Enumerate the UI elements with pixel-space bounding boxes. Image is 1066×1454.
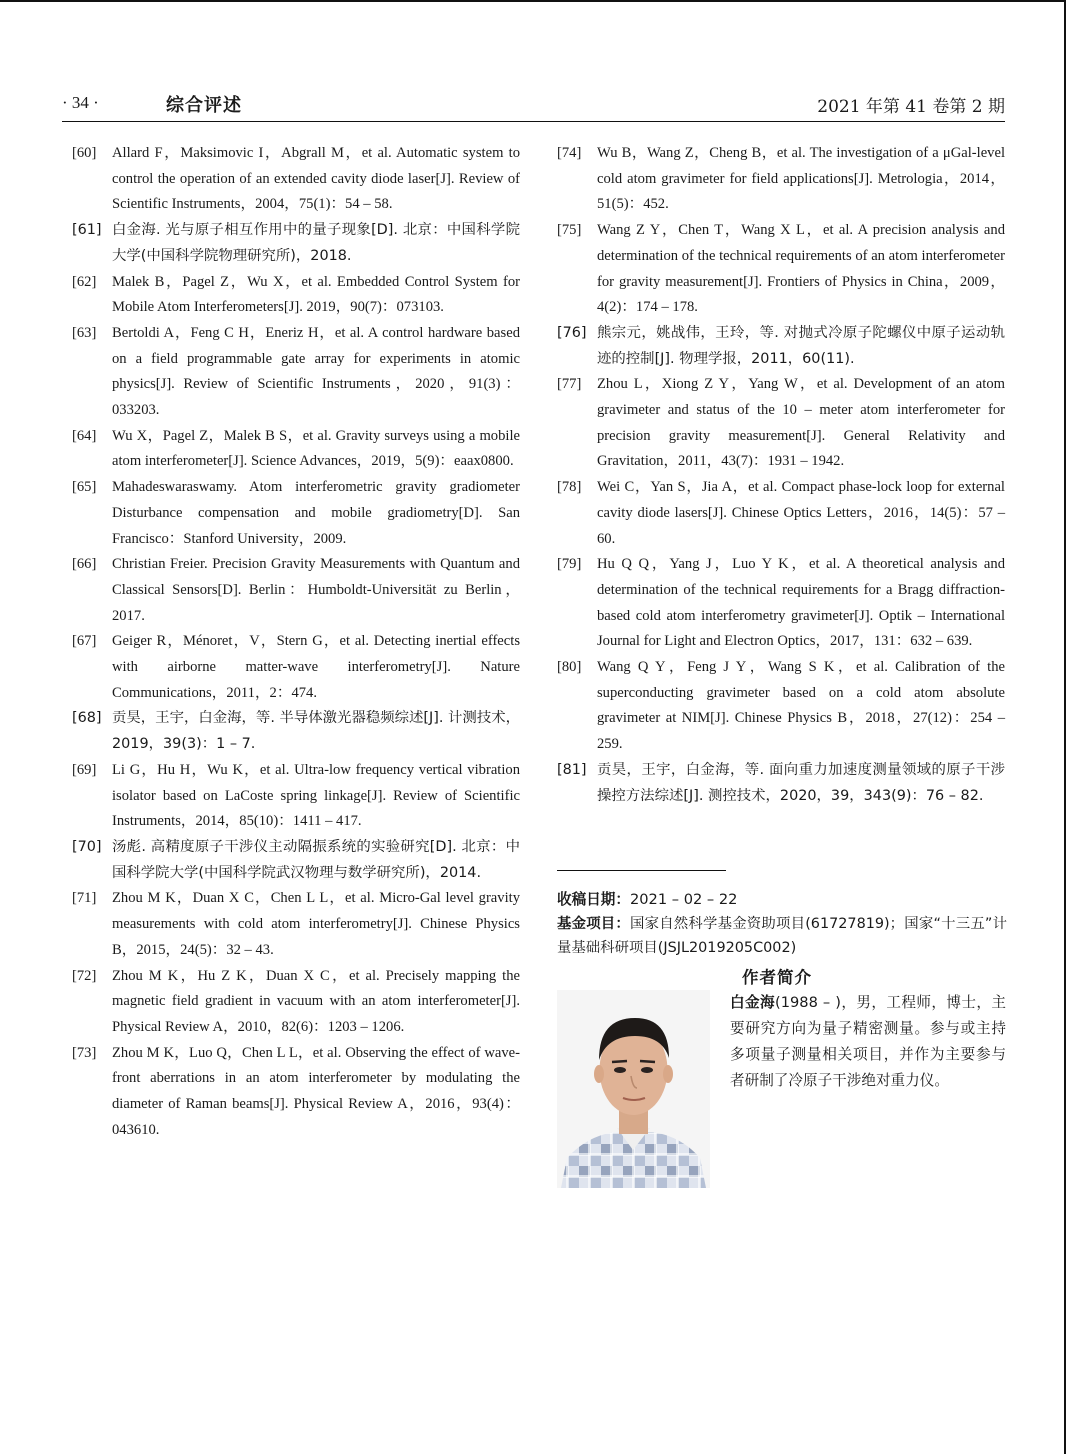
reference-number: [79]	[557, 556, 582, 573]
received-value: 2021 – 02 – 22	[629, 891, 738, 908]
reference-text: 贡昊，王宇，白金海，等. 半导体激光器稳频综述[J]. 计测技术，2019，39(3)：1 – 7.	[112, 710, 520, 753]
reference-text: Christian Freier. Precision Gravity Measurements with Quantum and Classical Sensors[D]. Berlin：Humboldt-Universität zu Berlin，2017.	[112, 556, 520, 624]
reference-text: 熊宗元，姚战伟，王玲，等. 对抛式冷原子陀螺仪中原子运动轨迹的控制[J]. 物理学报，2011，60(11).	[597, 324, 1005, 367]
reference-number: [78]	[557, 479, 582, 496]
reference-text: Zhou M K，Luo Q，Chen L L，et al. Observing the effect of wave-front aberrations in an atom interferometer by modulating the diameter of Raman beams[J]. Physical Review A，2016，93(4)：043610.	[112, 1044, 520, 1138]
reference-text: Zhou M K，Duan X C，Chen L L，et al. Micro-Gal level gravity measurements with cold atom interferometry[J]. Chinese Physics B，2015，24(5)：32 – 43.	[112, 890, 520, 958]
reference-number: [62]	[72, 273, 97, 290]
reference-item	[72, 835, 520, 886]
reference-number: [63]	[72, 324, 97, 341]
reference-item	[72, 141, 520, 218]
reference-item	[557, 218, 1005, 321]
reference-number: [67]	[72, 633, 97, 650]
references-left-column	[72, 141, 520, 1143]
funding-value: 国家自然科学基金资助项目(61727819)；国家“十三五”计量基础科研项目(JSJL2019205C002)	[557, 916, 1007, 956]
reference-item	[72, 706, 520, 757]
reference-number: [64]	[72, 427, 97, 444]
references-right-column	[557, 141, 1005, 809]
reference-item	[557, 758, 1005, 809]
reference-text: Zhou M K，Hu Z K，Duan X C，et al. Precisely mapping the magnetic field gradient in vacuum with an atom interferometer[J]. Physical Review A，2010，82(6)：1203 – 1206.	[112, 967, 520, 1035]
reference-number: [66]	[72, 556, 97, 573]
funding-info	[557, 912, 1007, 960]
reference-item	[72, 218, 520, 269]
reference-text: Bertoldi A，Feng C H，Eneriz H，et al. A control hardware based on a field programmable gate array for experiments in atomic physics[J]. Review of Scientific Instruments，2020，91(3)：033203.	[112, 324, 520, 419]
running-header	[62, 90, 1005, 118]
reference-item	[557, 655, 1005, 758]
reference-number: [74]	[557, 145, 582, 161]
reference-text: Wu B，Wang Z，Cheng B，et al. The investigation of a μGal-level cold atom gravimeter for field applications[J]. Metrologia，2014，51(5)：452.	[597, 145, 1005, 213]
reference-text: Zhou L，Xiong Z Y，Yang W，et al. Development of an atom gravimeter and status of the 10 – meter atom interferometer for precision gravity measurement[J]. General Relativity and Gravitation，2011，43(7)：1931 – 1942.	[597, 376, 1005, 470]
reference-number: [81]	[557, 761, 587, 778]
reference-number: [75]	[557, 222, 582, 239]
section-title: 综合评述	[166, 95, 242, 116]
reference-item	[72, 1041, 520, 1144]
reference-item	[72, 270, 520, 321]
reference-text: Wei C，Yan S，Jia A，et al. Compact phase-lock loop for external cavity diode lasers[J]. Chinese Optics Letters，2016，14(5)：57 – 60.	[597, 479, 1005, 547]
reference-text: Wang Z Y，Chen T，Wang X L，et al. A precision analysis and determination of the technical requirements of an atom interferometer for gravity measurement[J]. Frontiers of Physics in China，2009，4(2)：174 – 178.	[597, 222, 1005, 316]
reference-item	[72, 886, 520, 963]
issue-info: 2021 年第 41 卷第 2 期	[817, 97, 1005, 117]
reference-text: Hu Q Q，Yang J，Luo Y K，et al. A theoretical analysis and determination of the technical requirements for a Bragg diffraction-based cold atom interferometry gravimeter[J]. Optik – International Journal for Light and Electron Optics，2017，131：632 – 639.	[597, 556, 1005, 650]
reference-number: [69]	[72, 761, 97, 778]
reference-number: [65]	[72, 479, 97, 496]
reference-item	[557, 321, 1005, 372]
reference-number: [61]	[72, 222, 102, 239]
reference-text: Wu X，Pagel Z，Malek B S，et al. Gravity surveys using a mobile atom interferometer[J]. Science Advances，2019，5(9)：eaax0800.	[112, 427, 520, 470]
reference-number: [76]	[557, 324, 587, 341]
reference-number: [80]	[557, 659, 582, 676]
received-label: 收稿日期：	[557, 891, 630, 908]
page-number: · 34 ·	[62, 93, 99, 112]
header-rule	[62, 121, 1005, 122]
author-photo	[557, 990, 710, 1188]
reference-item	[557, 141, 1005, 218]
reference-number: [60]	[72, 145, 97, 161]
reference-number: [73]	[72, 1044, 97, 1061]
reference-item	[557, 475, 1005, 552]
reference-text: Mahadeswaraswamy. Atom interferometric gravity gradiometer Disturbance compensation and mobile gradiometry[D]. San Francisco：Stanford University，2009.	[112, 479, 520, 547]
reference-item	[72, 629, 520, 706]
reference-item	[72, 321, 520, 424]
reference-item	[72, 424, 520, 475]
reference-text: Li G，Hu H，Wu K，et al. Ultra-low frequency vertical vibration isolator based on LaCoste spring linkage[J]. Review of Scientific Instruments，2014，85(10)：1411 – 417.	[112, 761, 520, 830]
reference-text: 汤彪. 高精度原子干涉仪主动隔振系统的实验研究[D]. 北京：中国科学院大学(中国科学院武汉物理与数学研究所)，2014.	[112, 838, 520, 881]
page-border-top	[0, 0, 1066, 2]
reference-number: [68]	[72, 710, 102, 727]
reference-item	[72, 475, 520, 552]
reference-item	[72, 758, 520, 835]
reference-item	[72, 964, 520, 1041]
reference-number: [72]	[72, 967, 97, 984]
author-name: 白金海	[730, 994, 776, 1011]
reference-number: [77]	[557, 376, 582, 393]
author-bio-title: 作者简介	[742, 968, 812, 987]
reference-text: 白金海. 光与原子相互作用中的量子现象[D]. 北京：中国科学院大学(中国科学院物理研究所)，2018.	[112, 222, 520, 264]
reference-text: 贡昊，王宇，白金海，等. 面向重力加速度测量领域的原子干涉操控方法综述[J]. 测控技术，2020，39，343(9)：76 – 82.	[597, 761, 1005, 804]
author-details: (1988 – )，男，工程师，博士，主要研究方向为量子精密测量。参与或主持多项量子测量相关项目，并作为主要参与者研制了冷原子干涉绝对重力仪。	[730, 994, 1006, 1089]
author-bio-text	[730, 990, 1006, 1094]
reference-number: [71]	[72, 890, 97, 907]
received-date	[557, 888, 737, 912]
reference-text: Malek B，Pagel Z，Wu X，et al. Embedded Control System for Mobile Atom Interferometers[J]. 2019，90(7)：073103.	[112, 273, 520, 316]
reference-item	[72, 552, 520, 629]
funding-label: 基金项目：	[557, 916, 630, 932]
reference-text: Wang Q Y，Feng J Y，Wang S K，et al. Calibration of the superconducting gravimeter based on a cold atom absolute gravimeter at NIM[J]. Chinese Physics B，2018，27(12)：254 – 259.	[597, 659, 1005, 753]
footnote-rule	[557, 870, 726, 871]
reference-text: Geiger R，Ménoret，V，Stern G，et al. Detecting inertial effects with airborne matter-wave interferometry[J]. Nature Communications，2011，2：474.	[112, 633, 520, 701]
reference-item	[557, 372, 1005, 475]
reference-item	[557, 552, 1005, 655]
reference-text: Allard F，Maksimovic I，Abgrall M，et al. Automatic system to control the operation of an extended cavity diode laser[J]. Review of Scientific Instruments，2004，75(1)：54 – 58.	[112, 145, 520, 213]
reference-number: [70]	[72, 838, 102, 855]
